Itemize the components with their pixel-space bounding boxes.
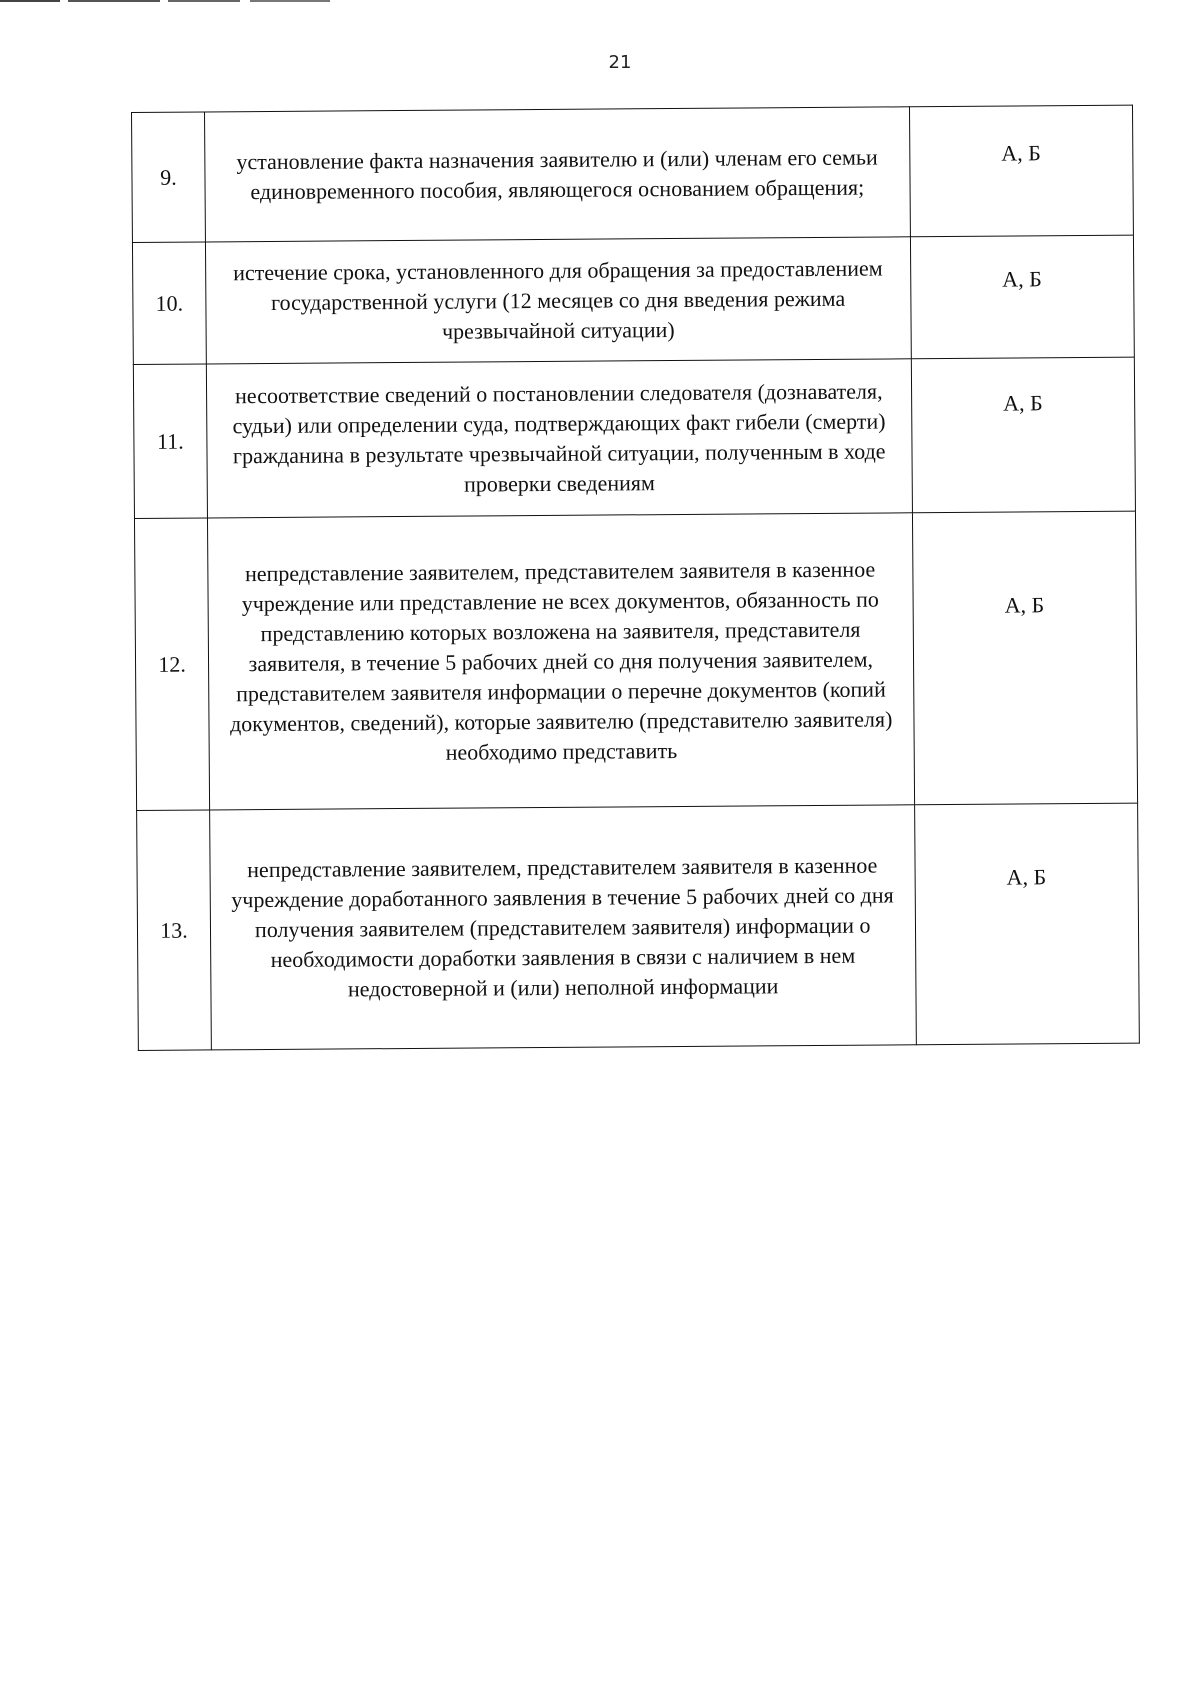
row-number: 12. (134, 518, 209, 811)
row-number: 11. (133, 364, 207, 519)
row-text: установление факта назначения заявителю и (или) членам его семьи единовременного пособия, являющегося основанием обращения; (204, 107, 910, 242)
row-text: несоответствие сведений о постановлении следователя (дознавателя, судьи) или определении суда, подтверждающих факт гибели (смерти) гражданина в результате чрезвычайной ситуации, полученным в ходе проверки сведениям (206, 359, 912, 518)
table-row (134, 511, 1137, 810)
row-category: А, Б (914, 803, 1139, 1045)
table-row (132, 235, 1134, 364)
table-row (137, 803, 1140, 1050)
row-number: 10. (132, 242, 206, 365)
row-number: 9. (132, 112, 206, 243)
row-text: непредставление заявителем, представителем заявителя в казенное учреждение доработанного заявления в течение 5 рабочих дней со дня получения заявителем (представителем заявителя) информации о необходимости доработки заявления в связи с наличием в нем недостоверной и (или) неполной информации (210, 805, 916, 1050)
row-category: А, Б (909, 105, 1133, 237)
row-category: А, Б (911, 357, 1136, 513)
table-row (133, 357, 1135, 518)
row-category: А, Б (912, 511, 1138, 805)
scan-edge-line (0, 0, 330, 2)
grounds-table (131, 105, 1140, 1051)
table-row (132, 105, 1134, 242)
row-category: А, Б (910, 235, 1134, 359)
row-text: непредставление заявителем, представителем заявителя в казенное учреждение или представление не всех документов, обязанность по представлению которых возложена на заявителя, представителя заявителя, в течение 5 рабочих дней со дня получения заявителем, представителем заявителя информации о перечне документов (копий документов, сведений), которые заявителю (представителю заявителя) необходимо представить (207, 513, 914, 810)
row-number: 13. (137, 810, 212, 1051)
page-number: 21 (608, 52, 632, 73)
row-text: истечение срока, установленного для обращения за предоставлением государственной услуги (12 месяцев со дня введения режима чрезвычайной ситуации) (205, 237, 910, 364)
